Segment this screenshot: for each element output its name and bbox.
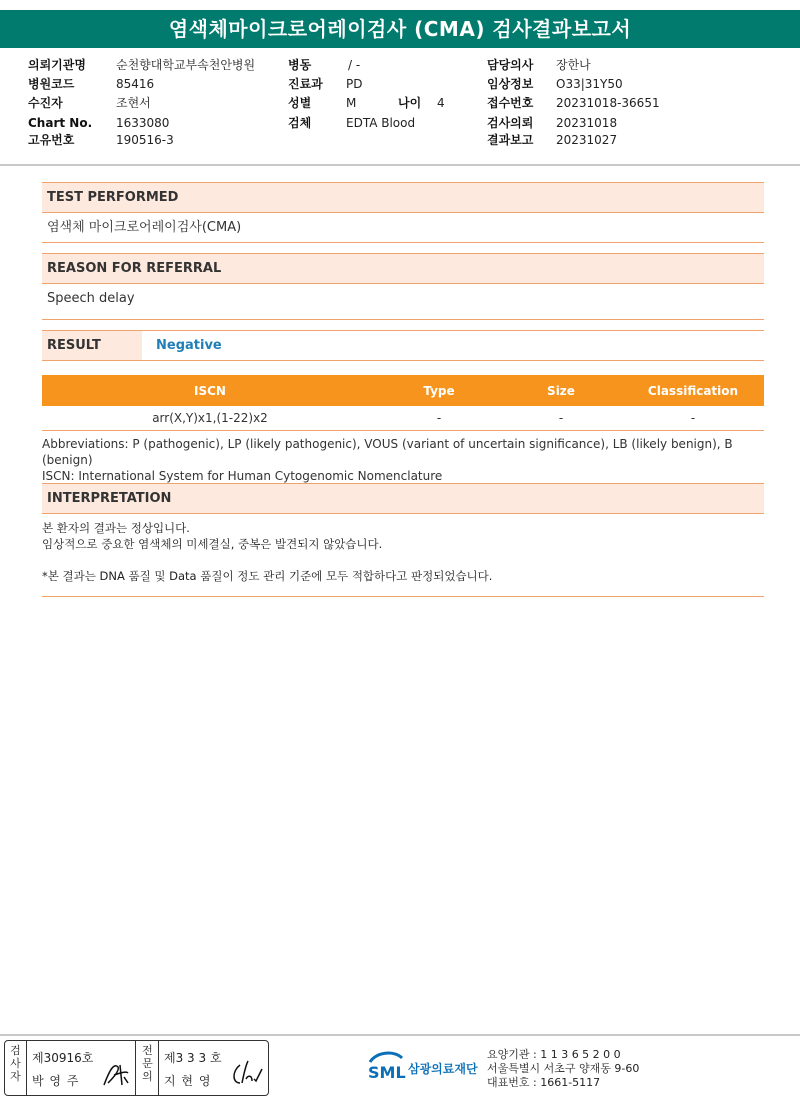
ward-value: / -	[348, 58, 361, 72]
abbreviations-line: Abbreviations: P (pathogenic), LP (likely pathogenic), VOUS (variant of uncertain significance), LB (likely benign), B (benign)	[42, 437, 733, 467]
interpretation-note: *본 결과는 DNA 품질 및 Data 품질이 정도 관리 기준에 모두 적합하다고 판정되었습니다.	[42, 569, 493, 583]
footer-divider	[0, 1034, 800, 1036]
org-address: 서울특별시 서초구 양재동 9-60	[487, 1062, 640, 1075]
examiner-name: 박 영 주	[32, 1074, 80, 1088]
header-divider	[0, 164, 800, 166]
column-header: Classification	[622, 375, 764, 406]
interpretation-line: 임상적으로 중요한 염색체의 미세결실, 중복은 발견되지 않았습니다.	[42, 537, 383, 551]
doctor-value: 장한나	[556, 58, 591, 72]
column-header: Type	[378, 375, 500, 406]
signature-box	[4, 1040, 269, 1096]
hospital-code-label: 병원코드	[28, 77, 75, 91]
report-value: 20231027	[556, 133, 618, 147]
patient-label: 수진자	[28, 96, 63, 110]
interpretation-line: 본 환자의 결과는 정상입니다.	[42, 521, 190, 535]
logo-mark-text: SML	[368, 1063, 406, 1082]
sex-label: 성별	[288, 96, 312, 110]
patient-value: 조현서	[116, 96, 151, 110]
clinical-info-label: 임상정보	[487, 77, 534, 91]
examiner-signature	[100, 1059, 132, 1089]
examiner-number: 제30916호	[32, 1051, 94, 1065]
ward-label: 병동	[288, 58, 312, 72]
physician-number: 제3 3 3 호	[164, 1051, 222, 1065]
classification-cell: -	[622, 406, 764, 430]
iscn-table	[42, 375, 764, 431]
column-header: Size	[500, 375, 622, 406]
unique-value: 190516-3	[116, 133, 174, 147]
request-value: 20231018	[556, 116, 618, 130]
department-label: 진료과	[288, 77, 323, 91]
test-performed-text: 염색체 마이크로어레이검사(CMA)	[42, 213, 764, 243]
age-value: 4	[437, 96, 445, 110]
hospital-code-value: 85416	[116, 77, 155, 91]
referral-heading: REASON FOR REFERRAL	[42, 253, 764, 284]
table-row	[42, 406, 764, 430]
referral-section	[42, 253, 764, 320]
reception-label: 접수번호	[487, 96, 534, 110]
reception-value: 20231018-36651	[556, 96, 660, 110]
physician-label: 전문의	[137, 1041, 159, 1095]
report-title: 염색체마이크로어레이검사 (CMA) 검사결과보고서	[0, 10, 800, 48]
table-header-row	[42, 375, 764, 406]
test-performed-section	[42, 182, 764, 243]
interpretation-body	[42, 520, 764, 584]
referral-text: Speech delay	[42, 284, 764, 320]
organization-contact	[487, 1048, 639, 1090]
interpretation-heading: INTERPRETATION	[42, 483, 764, 514]
unique-label: 고유번호	[28, 133, 75, 147]
examiner-cell	[28, 1041, 136, 1095]
org-phone: 대표번호 : 1661-5117	[487, 1076, 601, 1089]
doctor-label: 담당의사	[487, 58, 534, 72]
report-label: 결과보고	[487, 133, 534, 147]
chart-label: Chart No.	[28, 116, 93, 130]
physician-signature	[230, 1057, 264, 1087]
test-performed-heading: TEST PERFORMED	[42, 182, 764, 213]
chart-value: 1633080	[116, 116, 170, 130]
age-label: 나이	[398, 96, 422, 110]
physician-name: 지 현 영	[164, 1074, 212, 1088]
request-label: 검사의뢰	[487, 116, 534, 130]
organization-name: 삼광의료재단	[408, 1062, 478, 1076]
department-value: PD	[346, 77, 363, 91]
physician-cell	[160, 1041, 268, 1095]
iscn-cell: arr(X,Y)x1,(1-22)x2	[42, 406, 378, 430]
column-header: ISCN	[42, 375, 378, 406]
interpretation-divider	[42, 596, 764, 597]
specimen-label: 검체	[288, 116, 312, 130]
institution-value: 순천향대학교부속천안병원	[116, 58, 256, 72]
iscn-definition-line: ISCN: International System for Human Cytogenomic Nomenclature	[42, 469, 443, 483]
size-cell: -	[500, 406, 622, 430]
specimen-value: EDTA Blood	[346, 116, 416, 130]
clinical-info-value: O33|31Y50	[556, 77, 623, 91]
result-label: RESULT	[42, 331, 142, 360]
institution-label: 의뢰기관명	[28, 58, 86, 72]
org-code: 요양기관 : 1 1 3 6 5 2 0 0	[487, 1048, 621, 1061]
result-row	[42, 330, 764, 361]
type-cell: -	[378, 406, 500, 430]
patient-info	[0, 56, 800, 156]
sex-value: M	[346, 96, 357, 110]
result-value: Negative	[156, 338, 222, 353]
examiner-label: 검사자	[5, 1041, 27, 1095]
interpretation-section	[42, 483, 764, 514]
